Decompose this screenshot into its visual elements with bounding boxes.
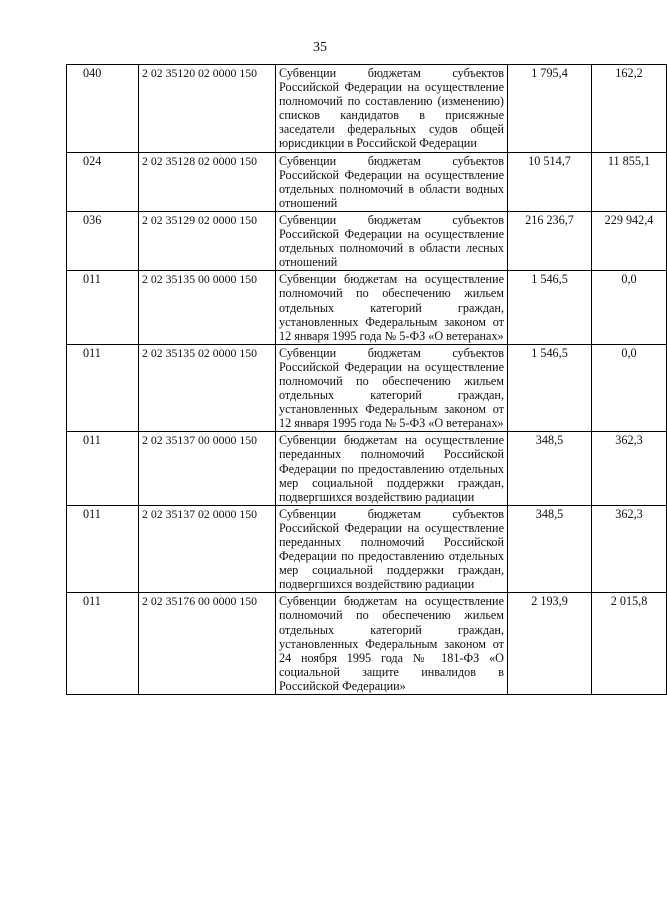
table-row <box>67 152 667 211</box>
description-cell: Субвенции бюджетам на осуществление переданных полномочий Российской Федерации по предоставлению отдельных мер социальной поддержки граждан, подвергшихся воздействию радиации <box>276 432 508 505</box>
amount-year1-cell: 2 193,9 <box>508 593 592 695</box>
admin-code-cell: 024 <box>67 152 139 211</box>
budget-class-code-cell: 2 02 35129 02 0000 150 <box>139 211 276 270</box>
table-row <box>67 593 667 695</box>
budget-class-code-cell: 2 02 35137 02 0000 150 <box>139 505 276 593</box>
amount-year2-cell: 0,0 <box>592 344 667 432</box>
table-row <box>67 65 667 153</box>
amount-year1-cell: 348,5 <box>508 432 592 505</box>
amount-year2-cell: 362,3 <box>592 505 667 593</box>
admin-code-cell: 011 <box>67 271 139 344</box>
page-number: 35 <box>313 40 327 55</box>
description-cell: Субвенции бюджетам субъектов Российской Федерации на осуществление отдельных полномочий в области лесных отношений <box>276 211 508 270</box>
admin-code-cell: 040 <box>67 65 139 153</box>
table-row <box>67 432 667 505</box>
description-cell: Субвенции бюджетам на осуществление полномочий по обеспечению жильем отдельных категорий граждан, установленных Федеральным законом от 24 ноября 1995 года № 181-ФЗ «О социальной защите инвалидов в Российской Федерации» <box>276 593 508 695</box>
description-cell: Субвенции бюджетам на осуществление полномочий по обеспечению жильем отдельных категорий граждан, установленных Федеральным законом от 12 января 1995 года № 5-ФЗ «О ветеранах» <box>276 271 508 344</box>
table-row <box>67 271 667 344</box>
amount-year1-cell: 1 546,5 <box>508 271 592 344</box>
description-cell: Субвенции бюджетам субъектов Российской Федерации на осуществление полномочий по обеспечению жильем отдельных категорий граждан, установленных Федеральным законом от 12 января 1995 года № 5-ФЗ «О ветеранах» <box>276 344 508 432</box>
admin-code-cell: 036 <box>67 211 139 270</box>
amount-year1-cell: 1 546,5 <box>508 344 592 432</box>
amount-year2-cell: 2 015,8 <box>592 593 667 695</box>
amount-year1-cell: 348,5 <box>508 505 592 593</box>
admin-code-cell: 011 <box>67 432 139 505</box>
budget-class-code-cell: 2 02 35176 00 0000 150 <box>139 593 276 695</box>
admin-code-cell: 011 <box>67 593 139 695</box>
description-cell: Субвенции бюджетам субъектов Российской Федерации на осуществление полномочий по составлению (изменению) списков кандидатов в присяжные заседатели федеральных судов общей юрисдикции в Российской Федерации <box>276 65 508 153</box>
admin-code-cell: 011 <box>67 344 139 432</box>
amount-year1-cell: 10 514,7 <box>508 152 592 211</box>
budget-class-code-cell: 2 02 35128 02 0000 150 <box>139 152 276 211</box>
budget-class-code-cell: 2 02 35137 00 0000 150 <box>139 432 276 505</box>
table-row <box>67 505 667 593</box>
budget-class-code-cell: 2 02 35120 02 0000 150 <box>139 65 276 153</box>
amount-year2-cell: 362,3 <box>592 432 667 505</box>
amount-year2-cell: 162,2 <box>592 65 667 153</box>
table-row <box>67 211 667 270</box>
amount-year1-cell: 1 795,4 <box>508 65 592 153</box>
amount-year2-cell: 0,0 <box>592 271 667 344</box>
budget-class-code-cell: 2 02 35135 02 0000 150 <box>139 344 276 432</box>
amount-year2-cell: 11 855,1 <box>592 152 667 211</box>
amount-year1-cell: 216 236,7 <box>508 211 592 270</box>
budget-table-body <box>67 65 667 695</box>
description-cell: Субвенции бюджетам субъектов Российской Федерации на осуществление переданных полномочий Российской Федерации по предоставлению отдельных мер социальной поддержки граждан, подвергшихся воздействию радиации <box>276 505 508 593</box>
admin-code-cell: 011 <box>67 505 139 593</box>
budget-class-code-cell: 2 02 35135 00 0000 150 <box>139 271 276 344</box>
description-cell: Субвенции бюджетам субъектов Российской Федерации на осуществление отдельных полномочий в области водных отношений <box>276 152 508 211</box>
amount-year2-cell: 229 942,4 <box>592 211 667 270</box>
budget-table <box>66 64 667 695</box>
table-row <box>67 344 667 432</box>
